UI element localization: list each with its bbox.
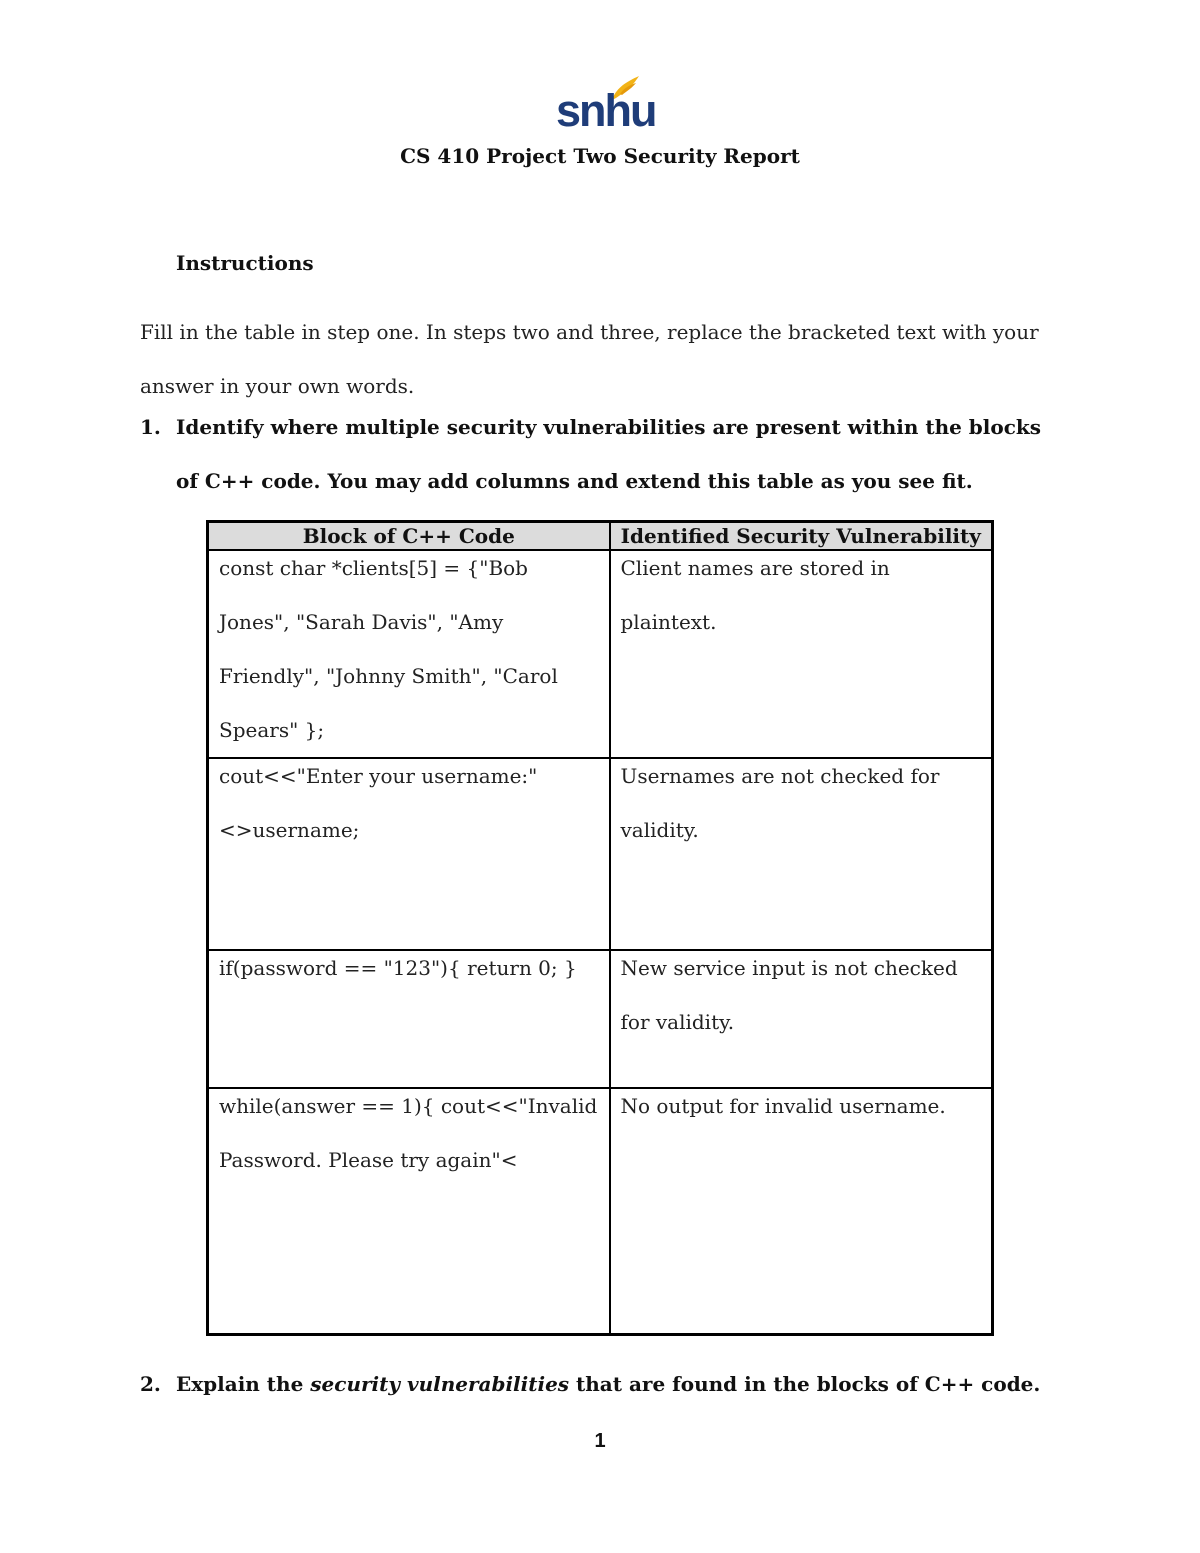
step-2-text-after: that are found in the blocks of C++ code. bbox=[569, 1372, 1041, 1396]
code-cell bbox=[208, 550, 610, 758]
step-2-number: 2. bbox=[140, 1372, 161, 1396]
vulnerability-text: Usernames are not checked for validity. bbox=[620, 764, 940, 842]
instructions-heading: Instructions bbox=[176, 251, 314, 275]
table-row bbox=[208, 1088, 993, 1335]
code-text: cout<<"Enter your username:"<>username; bbox=[219, 764, 538, 842]
step-2-text-before: Explain the bbox=[176, 1372, 311, 1396]
logo-text: snhu bbox=[556, 85, 656, 136]
header-code: Block of C++ Code bbox=[208, 522, 610, 551]
vulnerability-cell bbox=[610, 550, 993, 758]
vulnerability-table bbox=[206, 520, 994, 1336]
code-cell bbox=[208, 950, 610, 1088]
code-cell bbox=[208, 758, 610, 950]
step-2-emphasis: security vulnerabilities bbox=[310, 1372, 570, 1396]
vulnerability-cell bbox=[610, 950, 993, 1088]
table-row bbox=[208, 758, 993, 950]
instructions-body: Fill in the table in step one. In steps two and three, replace the bracketed text with your answer in your own words. bbox=[140, 320, 1039, 398]
vulnerability-text: New service input is not checked for validity. bbox=[620, 956, 958, 1034]
page-number: 1 bbox=[594, 1430, 606, 1452]
vulnerability-cell bbox=[610, 758, 993, 950]
table-row bbox=[208, 550, 993, 758]
snhu-logo bbox=[556, 74, 656, 136]
step-1-number: 1. bbox=[140, 415, 161, 439]
code-text: while(answer == 1){ cout<<"Invalid Password. Please try again"< bbox=[219, 1094, 598, 1172]
code-cell bbox=[208, 1088, 610, 1335]
step-1-text: Identify where multiple security vulnerabilities are present within the blocks of C++ code. You may add columns and extend this table as you see fit. bbox=[176, 415, 1042, 493]
header-vulnerability: Identified Security Vulnerability bbox=[610, 522, 993, 551]
vulnerability-text: Client names are stored in plaintext. bbox=[620, 556, 890, 634]
page-title: CS 410 Project Two Security Report bbox=[400, 144, 800, 168]
vulnerability-cell bbox=[610, 1088, 993, 1335]
vulnerability-text: No output for invalid username. bbox=[620, 1094, 946, 1118]
step-2-text bbox=[176, 1357, 1056, 1411]
code-text: if(password == "123"){ return 0; } bbox=[219, 956, 577, 980]
code-text: const char *clients[5] = {"Bob Jones", "Sarah Davis", "Amy Friendly", "Johnny Smith", "Carol Spears" }; bbox=[219, 556, 558, 742]
table-row bbox=[208, 950, 993, 1088]
